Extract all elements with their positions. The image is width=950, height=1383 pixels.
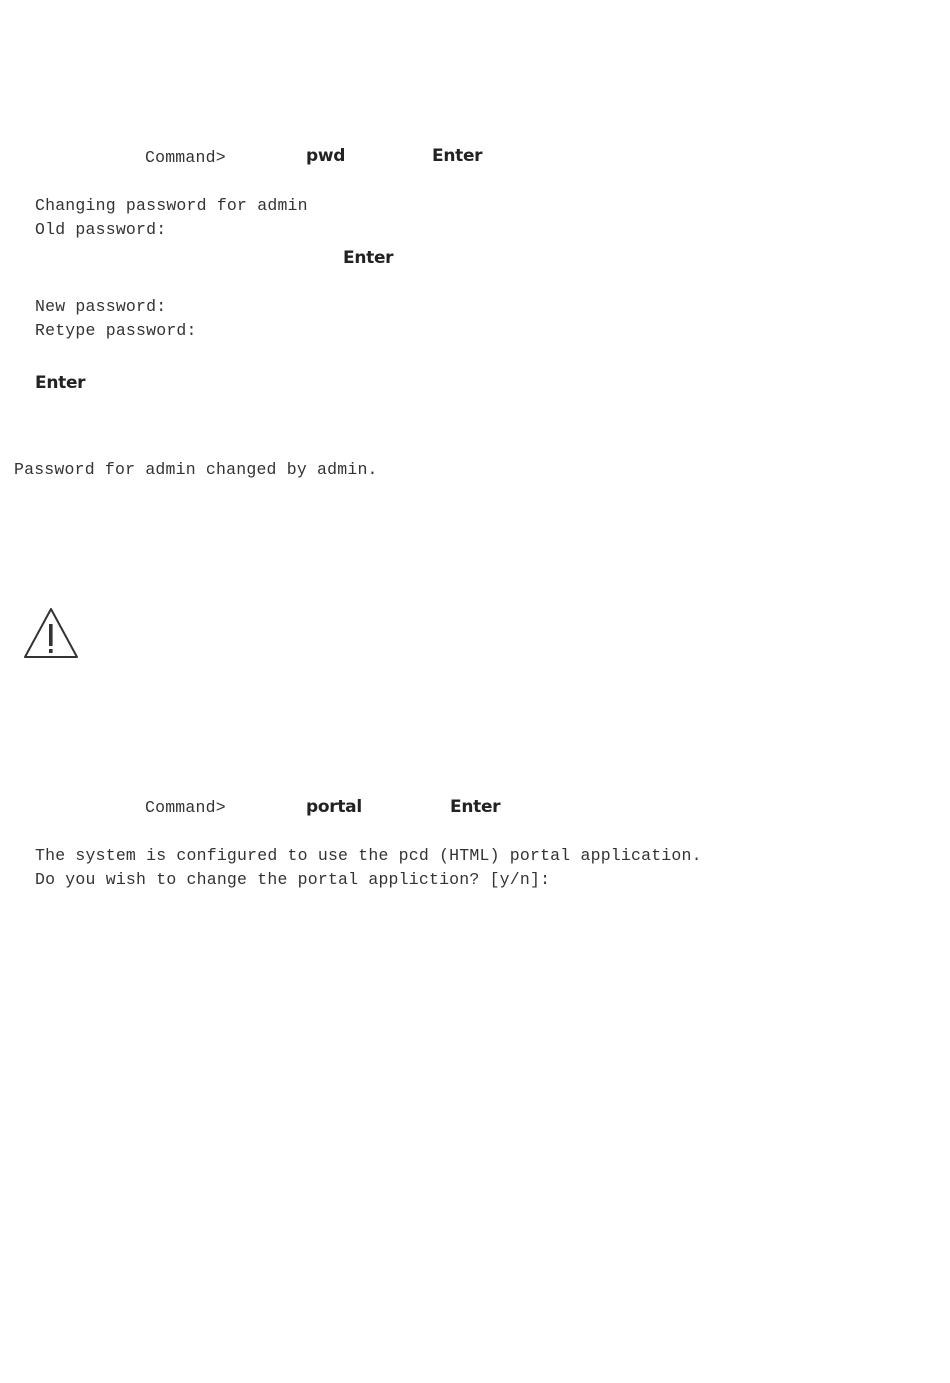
old-password-prompt: Old password: <box>35 220 167 239</box>
enter-key-label-retype: Enter <box>35 373 86 393</box>
portal-change-question: Do you wish to change the portal appliction? [y/n]: <box>35 870 551 889</box>
retype-password-prompt: Retype password: <box>35 321 197 340</box>
portal-command-text: portal <box>306 797 362 817</box>
enter-key-label-old: Enter <box>343 248 394 268</box>
enter-key-label: Enter <box>432 146 483 166</box>
pwd-command-text: pwd <box>306 146 346 166</box>
warning-triangle-icon <box>22 606 80 660</box>
command-prompt: Command> <box>145 148 226 167</box>
changing-password-line: Changing password for admin <box>35 196 308 215</box>
enter-key-label-portal: Enter <box>450 797 501 817</box>
portal-system-line: The system is configured to use the pcd (HTML) portal application. <box>35 846 702 865</box>
command-prompt-portal: Command> <box>145 798 226 817</box>
password-changed-result: Password for admin changed by admin. <box>14 460 378 479</box>
new-password-prompt: New password: <box>35 297 167 316</box>
